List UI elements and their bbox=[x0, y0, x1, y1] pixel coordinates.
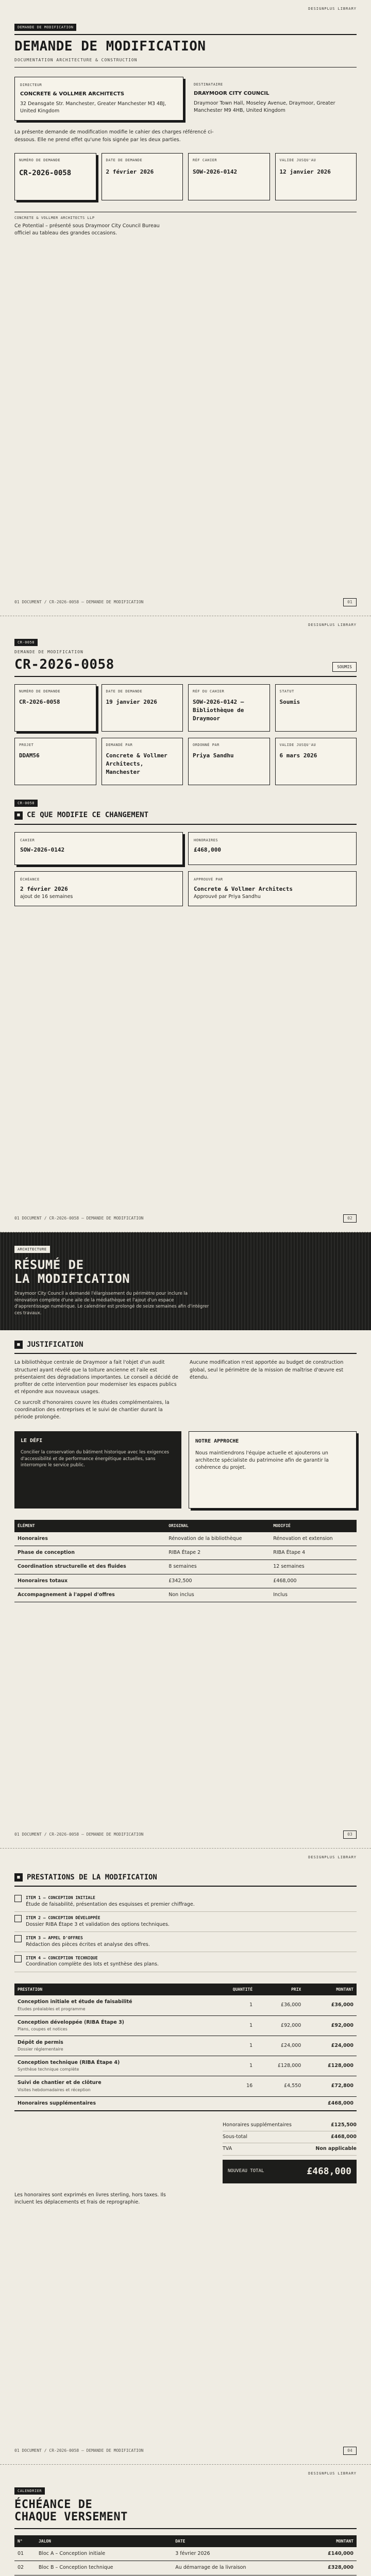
change-card: CAHIER SOW-2026-0142 bbox=[14, 832, 183, 865]
page-number: 04 bbox=[343, 2447, 357, 2455]
stat-card-2: DATE DE DEMANDE 2 février 2026 bbox=[102, 153, 183, 200]
meta-card: NUMÉRO DE DEMANDE CR-2026-0058 bbox=[14, 684, 96, 732]
page-number: 03 bbox=[343, 1831, 357, 1839]
stat-value: CR-2026-0058 bbox=[19, 169, 72, 178]
table-row: Honoraires Rénovation de la bibliothèque Rénovation et extension bbox=[14, 1532, 357, 1546]
change-card: HONORAIRES £468,000 bbox=[188, 832, 357, 865]
section-square-icon: ■ bbox=[14, 811, 23, 820]
section-square-icon: ■ bbox=[14, 1873, 23, 1882]
table-row: Conception initiale et étude de faisabilité Études préalables et programme 1 £36,000 £36,000 bbox=[14, 1995, 357, 2015]
from-label: DIRECTEUR bbox=[20, 83, 42, 88]
hero-band: ARCHITECTURE RÉSUMÉ DE LA MODIFICATION Draymoor City Council a demandé l'élargissement du périmètre pour inclure la rénovation complète d'une aile de la médiathèque et l'ajout d'un espace d'apprentissage numérique. Le calendrier est prolongé de seize semaines afin d'intégrer ces travaux. bbox=[0, 1232, 371, 1330]
stat-card-4: VALIDE JUSQU'AU 12 janvier 2026 bbox=[275, 153, 357, 200]
schedule-title: ÉCHÉANCE DE CHAQUE VERSEMENT bbox=[14, 2498, 128, 2524]
change-card: ÉCHÉANCE 2 février 2026 ajout de 16 semaines bbox=[14, 871, 183, 906]
hero-text: Draymoor City Council a demandé l'élargissement du périmètre pour inclure la rénovation complète d'une aile de la médiathèque et l'ajout d'un espace d'apprentissage numérique. Le calendrier est prolongé de seize semaines afin d'intégrer ces travaux. bbox=[14, 1291, 209, 1316]
list-item: ITEM 1 — CONCEPTION INITIALE Étude de faisabilité, présentation des esquisses et premier chiffrage. bbox=[14, 1892, 357, 1912]
to-name: DRAYMOOR CITY COUNCIL bbox=[194, 91, 269, 97]
ref-note: Ce Potential – présenté sous Draymoor City Council Bureau officiel au tableau des grandes occasions. bbox=[14, 223, 160, 236]
status-badge: SOUMIS bbox=[332, 662, 357, 672]
table-row: Coordination structurelle et des fluides 8 semaines 12 semaines bbox=[14, 1560, 357, 1574]
checkbox-icon bbox=[14, 1895, 22, 1902]
checkbox-icon bbox=[14, 1955, 22, 1962]
section-square-icon: ■ bbox=[14, 1341, 23, 1349]
table-row: Honoraires supplémentaires £468,000 bbox=[14, 2096, 357, 2111]
challenge-box: LE DÉFI Concilier la conservation du bâtiment historique avec les exigences d'accessibilité et de performance énergétique actuelles, sans interrompre le service public. bbox=[14, 1431, 181, 1509]
table-row: Honoraires totaux £342,500 £468,000 bbox=[14, 1574, 357, 1588]
items-list bbox=[14, 1892, 357, 1972]
meta-card: STATUT Soumis bbox=[275, 684, 357, 732]
from-address: 32 Deansgate Str. Manchester, Greater Manchester M3 4BJ, United Kingdom bbox=[20, 100, 166, 114]
list-item: ITEM 2 — CONCEPTION DÉVELOPPÉE Dossier RIBA Étape 3 et validation des options techniques. bbox=[14, 1912, 357, 1932]
cover-intro: La présente demande de modification modifie le cahier des charges référencé ci-dessous. Elle ne prend effet qu'une fois signée par les deux parties. bbox=[14, 129, 214, 143]
cover-tag: DEMANDE DE MODIFICATION bbox=[14, 24, 76, 31]
table-row: Phase de conception RIBA Étape 2 RIBA Étape 4 bbox=[14, 1546, 357, 1560]
table-row: 02 Bloc B – Conception technique Au démarrage de la livraison £328,000 bbox=[14, 2561, 357, 2575]
page-number: 02 bbox=[343, 1214, 357, 1223]
table-row: Dépôt de permis Dossier réglementaire 1 £24,000 £24,000 bbox=[14, 2036, 357, 2056]
page-footer: 01 DOCUMENT / CR-2026-0058 — DEMANDE DE MODIFICATION 02 bbox=[14, 1214, 357, 1223]
page-fees: DESIGNPLUS LIBRARY ■ PRESTATIONS DE LA MODIFICATION ITEM 1 — CONCEPTION INITIALE Étude de faisabilité, présentation des esquisses et premier chiffrage. ITEM 2 — CONCEPTION DÉVELOPPÉE Dossier RIBA Étape 3 et validation des options techniques. ITEM 3 — APPEL D'OFFRES Rédaction des pièces écrites et analyse des offres. ITEM 4 — CONCEPTION TECHNIQUE Coordination complète des lots et synthèse des plans. PRESTATION QUANTITÉ PRIX MONTANT Conception initiale et étude de faisabilité Études préalables et programme 1 £36,000 £36,000 Conception développée (RIBA Étape 3) Plans, coupes et notices 1 £92,000 £92,000 Dépôt de permis Dossier réglementaire 1 £24,000 £24,000 Conception technique (RIBA Étape 4) Synthèse technique complète 1 £128,000 £128,000 Suivi de chantier et de clôture Visites hebdomadaires et réception 16 £4,550 £72,800 Honoraires supplémentaires £468,000 Honoraires supplémentaires £125,500 Sous-total £468,000 TVA Non applicable NOUVEAU TOTAL £468,000 Les honoraires sont exprimés en livres sterling, hors taxes. Ils incluent les déplacements et frais de reprographie. 01 DOCUMENT / CR-2026-0058 — DEMANDE DE MODIFICATION 04 bbox=[0, 1849, 371, 2465]
justification-text: La bibliothèque centrale de Draymoor a fait l'objet d'un audit structurel ayant révélé que la toiture ancienne et l'aile est présentaient des dégradations importantes. Le conseil a décidé de profiter de cette intervention pour moderniser les espaces publics et répondre aux nouveaux usages. bbox=[14, 1360, 178, 1395]
page-number: 01 bbox=[343, 598, 357, 606]
table-row: Suivi de chantier et de clôture Visites hebdomadaires et réception 16 £4,550 £72,800 bbox=[14, 2076, 357, 2096]
table-row: Conception développée (RIBA Étape 3) Plans, coupes et notices 1 £92,000 £92,000 bbox=[14, 2015, 357, 2036]
cover-title: DEMANDE DE MODIFICATION bbox=[14, 39, 206, 55]
page-footer: 01 DOCUMENT / CR-2026-0058 — DEMANDE DE MODIFICATION 04 bbox=[14, 2447, 357, 2455]
table-row: Conception technique (RIBA Étape 4) Synthèse technique complète 1 £128,000 £128,000 bbox=[14, 2056, 357, 2076]
stat-card-1: NUMÉRO DE DEMANDE CR-2026-0058 bbox=[14, 153, 96, 200]
list-item: ITEM 4 — CONCEPTION TECHNIQUE Coordination complète des lots et synthèse des plans. bbox=[14, 1952, 357, 1972]
to-address: Draymoor Town Hall, Moseley Avenue, Draymoor, Greater Manchester M9 4HB, United Kingdom bbox=[194, 100, 335, 114]
from-card bbox=[14, 77, 183, 121]
page-details: DESIGNPLUS LIBRARY CR-0058 DEMANDE DE MODIFICATION CR-2026-0058 SOUMIS NUMÉRO DE DEMANDE CR-2026-0058 DATE DE DEMANDE 19 janvier 2026 RÉF DU CAHIER SOW-2026-0142 – Bibliothèque de Draymoor STATUT Soumis PROJET DDAM56 DEMANDÉ PAR Concrete & Vollmer Architects, Manchester ORDONNÉ PAR Priya Sandhu VALIDE JUSQU'AU 6 mars 2026 CR-0058 ■ CE QUE MODIFIE CE CHANGEMENT CAHIER SOW-2026-0142 HONORAIRES £468,000 ÉCHÉANCE 2 février 2026 ajout de 16 semaines APPROUVÉ PAR Concrete & Vollmer Architects Approuvé par Priya Sandhu 01 DOCUMENT / CR-2026-0058 — DEMANDE DE MODIFICATION 02 bbox=[0, 616, 371, 1232]
fee-note: Les honoraires sont exprimés en livres sterling, hors taxes. Ils incluent les déplacements et frais de reprographie. bbox=[14, 2192, 166, 2205]
from-name: CONCRETE & VOLLMER ARCHITECTS bbox=[20, 91, 125, 97]
ref-line: CONCRETE & VOLLMER ARCHITECTS LLP bbox=[14, 215, 95, 220]
meta-card: PROJET DDAM56 bbox=[14, 738, 96, 785]
meta-card: DATE DE DEMANDE 19 janvier 2026 bbox=[102, 684, 183, 732]
to-card bbox=[189, 77, 357, 121]
justification-heading: ■ JUSTIFICATION bbox=[14, 1340, 357, 1350]
request-number: CR-2026-0058 bbox=[14, 656, 114, 672]
page-footer: 01 DOCUMENT / CR-2026-0058 — DEMANDE DE MODIFICATION 01 bbox=[14, 598, 357, 606]
new-total-box: NOUVEAU TOTAL £468,000 bbox=[223, 2160, 357, 2183]
hero-title: RÉSUMÉ DE LA MODIFICATION bbox=[14, 1258, 130, 1286]
table-row: Accompagnement à l'appel d'offres Non inclus Inclus bbox=[14, 1588, 357, 1602]
page-schedule: DESIGNPLUS LIBRARY CALENDRIER ÉCHÉANCE DE CHAQUE VERSEMENT N° JALON DATE MONTANT 01 Bloc A – Conception initiale 3 février 2026 £140,000 02 Bloc B – Conception technique Au démarrage de la livraison £328,000 bbox=[0, 2465, 371, 2576]
approach-callout: NOTRE APPROCHE Nous maintiendrons l'équipe actuelle et ajouterons un architecte spécialiste du patrimoine afin de garantir la cohérence du projet. bbox=[189, 1431, 357, 1509]
checkbox-icon bbox=[14, 1935, 22, 1942]
page-footer: 01 DOCUMENT / CR-2026-0058 — DEMANDE DE MODIFICATION 03 bbox=[14, 1831, 357, 1839]
stat-card-3: RÉF CAHIER SOW-2026-0142 bbox=[188, 153, 270, 200]
meta-card: ORDONNÉ PAR Priya Sandhu bbox=[188, 738, 270, 785]
schedule-table: N° JALON DATE MONTANT 01 Bloc A – Conception initiale 3 février 2026 £140,000 02 Bloc B – Conception technique Au démarrage de la livraison £328,000 bbox=[14, 2535, 357, 2576]
totals-block: Honoraires supplémentaires £125,500 Sous-total £468,000 TVA Non applicable NOUVEAU TOTAL £468,000 bbox=[223, 2120, 357, 2183]
cover-subtitle: DOCUMENTATION ARCHITECTURE & CONSTRUCTION bbox=[14, 57, 138, 62]
details-tag: CR-0058 bbox=[14, 639, 38, 646]
checkbox-icon bbox=[14, 1915, 22, 1922]
items-heading: ■ PRESTATIONS DE LA MODIFICATION bbox=[14, 1872, 357, 1883]
brand-tag: DESIGNPLUS LIBRARY bbox=[308, 7, 357, 11]
meta-card: DEMANDÉ PAR Concrete & Vollmer Architects, Manchester bbox=[102, 738, 183, 785]
to-label: DESTINATAIRE bbox=[194, 82, 223, 87]
page-summary: ARCHITECTURE RÉSUMÉ DE LA MODIFICATION Draymoor City Council a demandé l'élargissement du périmètre pour inclure la rénovation complète d'une aile de la médiathèque et l'ajout d'un espace d'apprentissage numérique. Le calendrier est prolongé de seize semaines afin d'intégrer ces travaux. ■ JUSTIFICATION La bibliothèque centrale de Draymoor a fait l'objet d'un audit structurel ayant révélé que la toiture ancienne et l'aile est présentaient des dégradations importantes. Le conseil a décidé de profiter de cette intervention pour moderniser les espaces publics et répondre aux nouveaux usages. Ce surcroît d'honoraires couvre les études complémentaires, la coordination des entreprises et le suivi de chantier durant la période prolongée. Aucune modification n'est apportée au budget de construction global, seul le périmètre de la mission de maîtrise d'œuvre est étendu. LE DÉFI Concilier la conservation du bâtiment historique avec les exigences d'accessibilité et de performance énergétique actuelles, sans interrompre le service public. NOTRE APPROCHE Nous maintiendrons l'équipe actuelle et ajouterons un architecte spécialiste du patrimoine afin de garantir la cohérence du projet. ÉLÉMENT ORIGINAL MODIFIÉ Honoraires Rénovation de la bibliothèque Rénovation et extension Phase de conception RIBA Étape 2 RIBA Étape 4 Coordination structurelle et des fluides 8 semaines 12 semaines Honoraires totaux £342,500 £468,000 Accompagnement à l'appel d'offres Non inclus Inclus 01 DOCUMENT / CR-2026-0058 — DEMANDE DE MODIFICATION 03 bbox=[0, 1232, 371, 1849]
fee-table: PRESTATION QUANTITÉ PRIX MONTANT Conception initiale et étude de faisabilité Études préalables et programme 1 £36,000 £36,000 Conception développée (RIBA Étape 3) Plans, coupes et notices 1 £92,000 £92,000 Dépôt de permis Dossier réglementaire 1 £24,000 £24,000 Conception technique (RIBA Étape 4) Synthèse technique complète 1 £128,000 £128,000 Suivi de chantier et de clôture Visites hebdomadaires et réception 16 £4,550 £72,800 Honoraires supplémentaires £468,000 bbox=[14, 1984, 357, 2111]
change-card: APPROUVÉ PAR Concrete & Vollmer Architects Approuvé par Priya Sandhu bbox=[188, 871, 357, 906]
comparison-table: ÉLÉMENT ORIGINAL MODIFIÉ Honoraires Rénovation de la bibliothèque Rénovation et extension Phase de conception RIBA Étape 2 RIBA Étape 4 Coordination structurelle et des fluides 8 semaines 12 semaines Honoraires totaux £342,500 £468,000 Accompagnement à l'appel d'offres Non inclus Inclus bbox=[14, 1520, 357, 1602]
meta-card: VALIDE JUSQU'AU 6 mars 2026 bbox=[275, 738, 357, 785]
changes-heading: ■ CE QUE MODIFIE CE CHANGEMENT bbox=[14, 810, 357, 820]
table-row: 01 Bloc A – Conception initiale 3 février 2026 £140,000 bbox=[14, 2547, 357, 2561]
page-cover bbox=[0, 0, 371, 616]
meta-card: RÉF DU CAHIER SOW-2026-0142 – Bibliothèque de Draymoor bbox=[188, 684, 270, 732]
list-item: ITEM 3 — APPEL D'OFFRES Rédaction des pièces écrites et analyse des offres. bbox=[14, 1932, 357, 1952]
